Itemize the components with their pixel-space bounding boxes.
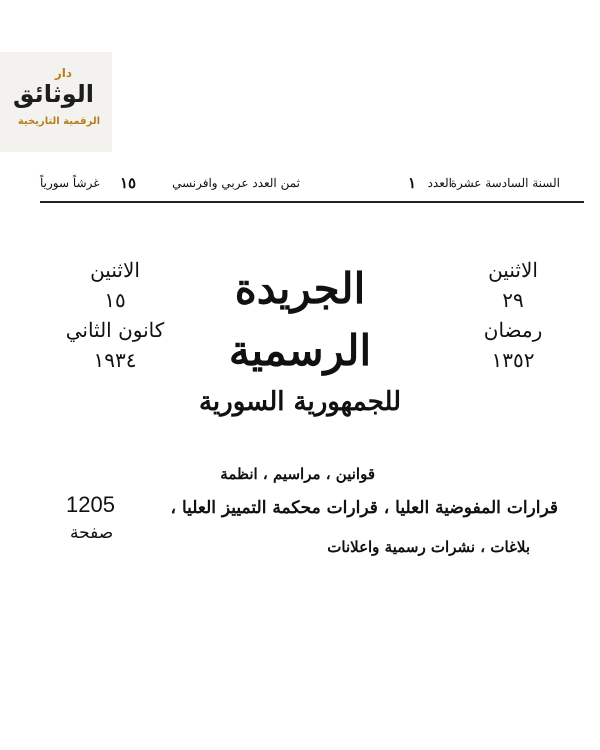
gregorian-day-name: الاثنين [90,258,140,282]
masthead [180,258,420,422]
contents-line-3: بلاغات ، نشرات رسمية واعلانات [327,538,530,556]
contents-line-2: قرارات المفوضية العليا ، قرارات محكمة التمييز العليا ، [170,498,558,518]
issue-number: ١ [407,174,416,192]
date-gregorian [40,255,190,375]
issue-label: العدد [427,176,452,190]
masthead-title: الجريدة الرسمية [228,264,372,375]
page-number: 1205 [66,492,115,517]
hijri-day-name: الاثنين [488,258,538,282]
contents-line-1: قوانين ، مراسيم ، انظمة [220,465,375,483]
date-hijri [458,255,568,375]
hijri-year: ١٣٥٢ [491,348,535,372]
logo-sub-text: الرقمية التاريخية [17,116,100,127]
logo-small-text: دار [54,66,72,80]
hijri-day: ٢٩ [502,288,524,312]
gregorian-day: ١٥ [104,288,126,312]
header-divider [40,201,584,203]
gregorian-year: ١٩٣٤ [93,348,137,372]
gregorian-month: كانون الثاني [65,318,165,342]
logo-main-text: الوثائق [13,80,94,108]
watermark-logo [0,52,112,152]
year-label: السنة السادسة عشرة [450,176,560,190]
masthead-subtitle: للجمهورية السورية [198,387,402,417]
price-label: ثمن العدد عربي وافرنسي [172,176,300,190]
hijri-month: رمضان [483,318,543,342]
currency-label: غرشاً سورياً [40,176,100,190]
price-value: ١٥ [120,174,137,192]
page-label: صفحة [70,523,114,543]
